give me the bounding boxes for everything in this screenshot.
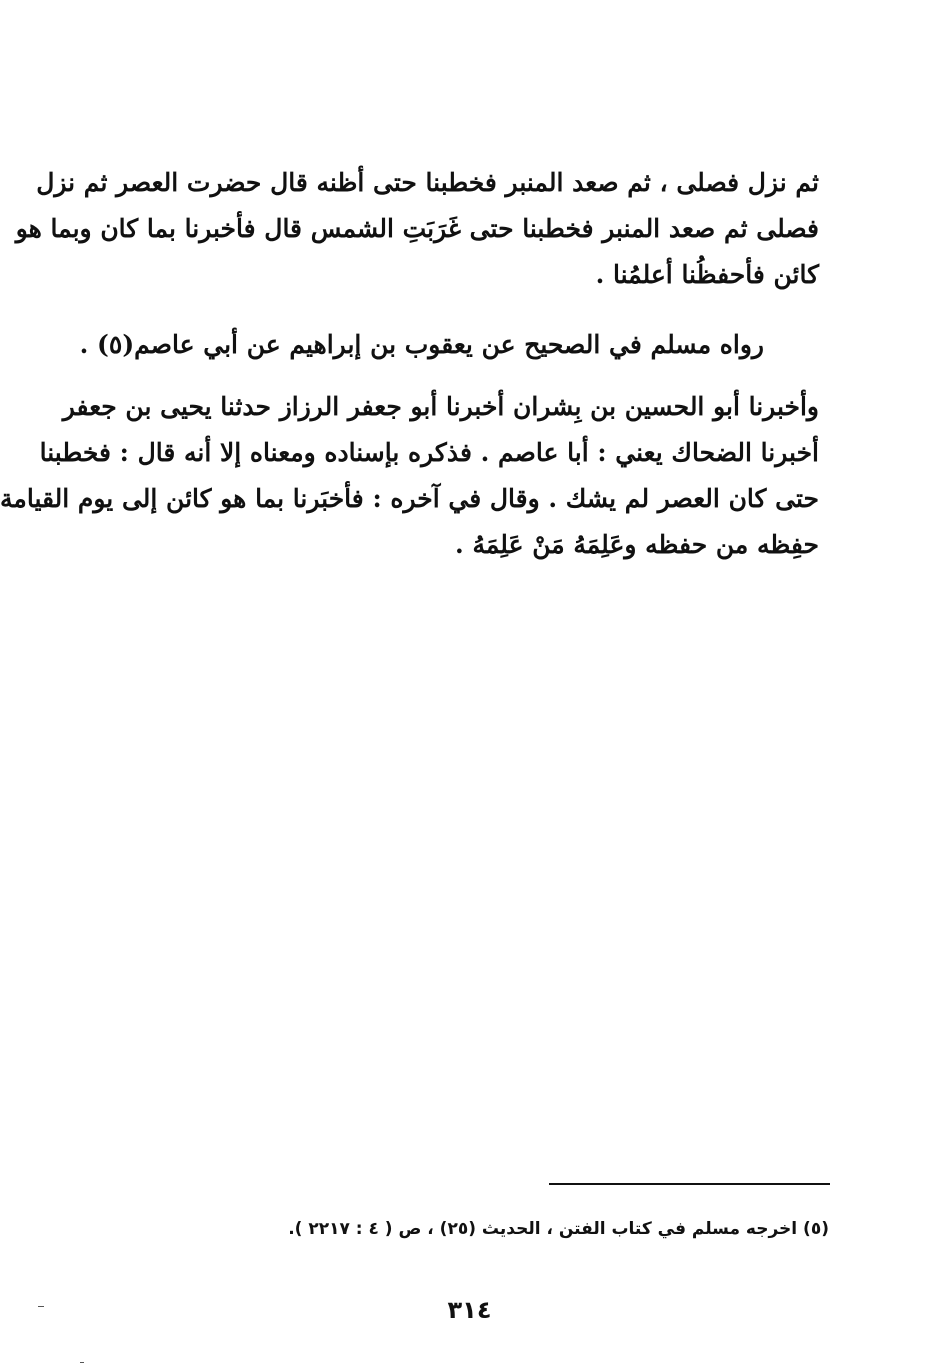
- page-number: ٣١٤: [447, 1296, 492, 1324]
- paragraph-3-line-1: وأخبرنا أبو الحسين بن بِشران أخبرنا أبو جعفر الرزاز حدثنا يحيى بن جعفر: [62, 392, 819, 421]
- paragraph-3-line-3: حتى كان العصر لم يشك . وقال في آخره : فأخبَرنا بما هو كائن إلى يوم القيامة: [0, 484, 819, 513]
- scan-speck: [38, 1306, 44, 1307]
- paragraph-1: [15, 160, 819, 298]
- paragraph-3: [0, 384, 819, 568]
- paragraph-2-line-1: رواه مسلم في الصحيح عن يعقوب بن إبراهيم عن أبي عاصم(٥) .: [79, 330, 764, 359]
- footnote-separator: [549, 1183, 830, 1185]
- paragraph-3-line-4: حفِظه من حفظه وعَلِمَهُ مَنْ عَلِمَهُ .: [455, 530, 819, 559]
- footnote: (٥) اخرجه مسلم في كتاب الفتن ، الحديث (٢٥) ، ص ( ٤ : ٢٢١٧ ).: [288, 1219, 829, 1239]
- scan-speck: [80, 1362, 84, 1363]
- paragraph-1-line-3: كائن فأحفظُنا أعلمُنا .: [595, 260, 819, 289]
- paragraph-1-line-2: فصلى ثم صعد المنبر فخطبنا حتى غَرَبَتِ الشمس قال فأخبرنا بما كان وبما هو: [15, 214, 819, 243]
- paragraph-3-line-2: أخبرنا الضحاك يعني : أبا عاصم . فذكره بإسناده ومعناه إلا أنه قال : فخطبنا: [39, 438, 819, 467]
- paragraph-2: [79, 322, 764, 368]
- paragraph-1-line-1: ثم نزل فصلى ، ثم صعد المنبر فخطبنا حتى أظنه قال حضرت العصر ثم نزل: [36, 168, 819, 197]
